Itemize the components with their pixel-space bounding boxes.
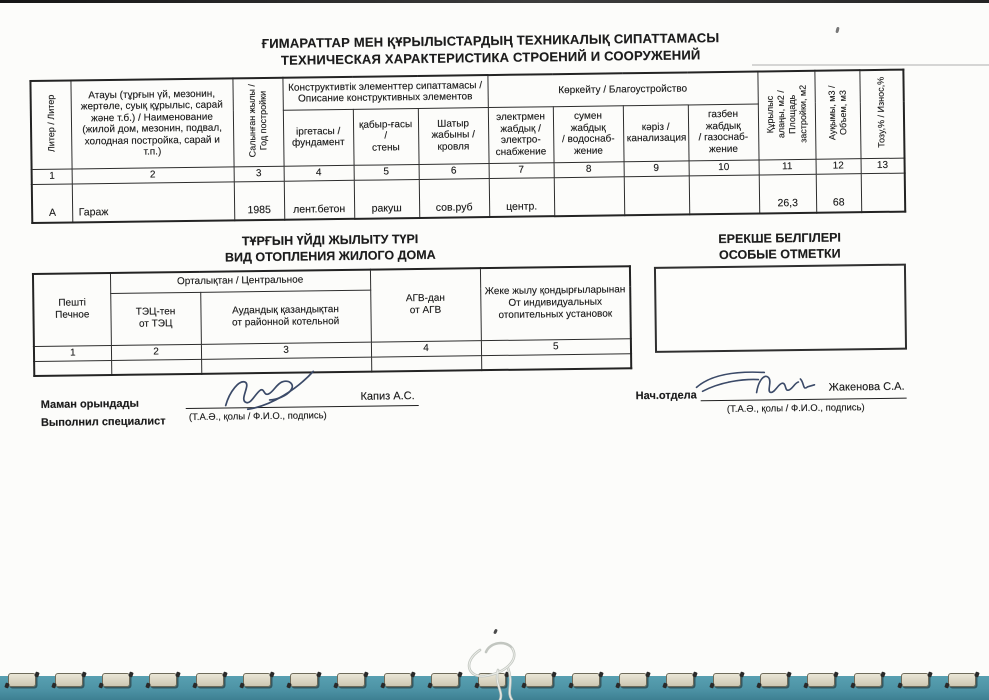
col-header-literal-text: Литер / Литер (45, 94, 57, 153)
heating-title-ru: ВИД ОТОПЛЕНИЯ ЖИЛОГО ДОМА (224, 247, 436, 265)
heat-cell (34, 360, 111, 376)
col-header-area-text: Құрылыс алаңы, м2 / Площадь застройки, м2 (764, 84, 808, 143)
heat-cell (371, 355, 481, 371)
binding-stitch (760, 673, 788, 687)
buildings-table (29, 69, 906, 224)
binding-stitch (572, 673, 600, 687)
column-number: 13 (861, 158, 905, 174)
column-number: 4 (371, 340, 481, 356)
binding-stitch (290, 673, 318, 687)
column-number: 5 (354, 164, 419, 180)
column-number: 1 (32, 169, 72, 185)
cell-literal: А (32, 184, 73, 224)
col-header-area (757, 71, 815, 160)
special-title-ru: ОСОБЫЕ ОТМЕТКИ (718, 246, 841, 263)
binding-stitch (196, 673, 224, 687)
specialist-role-ru: Выполнил специалист (40, 415, 166, 429)
column-number: 1 (34, 345, 111, 361)
special-marks-title (653, 229, 905, 264)
specialist-signature (219, 368, 330, 414)
column-number: 7 (489, 162, 554, 178)
binding-stitch (666, 673, 694, 687)
binding-stitch (713, 673, 741, 687)
col-header-year (232, 78, 283, 167)
column-number: 6 (419, 163, 489, 179)
column-number: 3 (234, 166, 284, 182)
binding-stitch (854, 673, 882, 687)
heat-col-tec: ТЭЦ-тен от ТЭЦ (110, 292, 201, 345)
cell-year: 1985 (234, 181, 285, 221)
binding-stitch (807, 673, 835, 687)
loose-thread (450, 638, 560, 700)
special-marks-box (654, 264, 907, 353)
column-number: 4 (284, 165, 354, 181)
cell-electricity: центр. (489, 177, 555, 217)
specialist-role-kk: Маман орындады (40, 397, 139, 411)
special-title-kk: ЕРЕКШЕ БЕЛГІЛЕРІ (718, 230, 841, 247)
heat-col-agv: АГВ-дан от АГВ (370, 268, 481, 341)
cell-area: 26,3 (759, 174, 817, 214)
chief-signature-caption: (Т.А.Ә., қолы / Ф.И.О., подпись) (726, 402, 865, 415)
heat-col-stove: Пешті Печное (33, 273, 111, 346)
col-header-electricity: электрмен жабдық / электро- снабжение (488, 106, 554, 163)
binding-stitch (384, 673, 412, 687)
column-number: 5 (481, 338, 631, 355)
col-header-wear (859, 70, 904, 159)
group-header-amenities: Көркейту / Благоустройство (487, 72, 757, 108)
specialist-signature-line (185, 373, 418, 409)
chief-signature-line (700, 367, 906, 402)
document-title (0, 26, 985, 73)
binding-stitch (102, 673, 130, 687)
cell-foundation: лент.бетон (284, 180, 355, 220)
col-header-gas: газбен жабдық / газоснаб- жение (688, 104, 759, 161)
column-number: 11 (759, 159, 816, 175)
binding-stitch (337, 673, 365, 687)
col-header-foundation: іргетасы / фундамент (283, 109, 354, 166)
column-number: 12 (816, 158, 861, 174)
specialist-name: Капиз А.С. (360, 390, 415, 403)
cell-wear (861, 173, 906, 213)
heat-cell (481, 353, 631, 370)
binding-stitch (149, 673, 177, 687)
cell-gas (689, 175, 760, 215)
column-number: 2 (72, 166, 234, 183)
col-header-roof: Шатыр жабыны / кровля (418, 107, 489, 164)
cell-sewerage (624, 175, 690, 215)
binding-stitch (619, 673, 647, 687)
col-header-literal (30, 81, 71, 170)
col-header-sewerage: кәріз / канализация (623, 104, 689, 161)
binding-stitch (243, 673, 271, 687)
heat-cell (111, 359, 201, 375)
cell-name: Гараж (72, 181, 234, 222)
col-header-volume-text: Ауқымы, м3 / Объем, м3 (826, 85, 848, 141)
col-header-volume (814, 70, 860, 159)
binding-stitch (55, 673, 83, 687)
heat-col-district: Аудандық қазандықтан от районной котельной (200, 290, 371, 344)
col-header-walls: қабыр-ғасы / стены (353, 108, 419, 165)
col-header-wear-text: Тозу,% / Износ,% (875, 76, 887, 148)
column-number: 9 (624, 160, 689, 176)
cell-volume: 68 (816, 173, 862, 213)
cell-roof: сов.руб (419, 178, 490, 218)
column-number: 8 (554, 161, 624, 177)
col-header-name: Атауы (тұрғын үй, мезонин, жертөле, суық құрылыс, сарай және т.б.) / Наименование (жилой дом, мезонин, подвал, холодная постройка, сарай и т.п.) (70, 78, 233, 168)
heat-col-individual: Жеке жылу қондырғыларынан От индивидуальных отопительных установок (480, 266, 631, 340)
cell-walls: ракуш (354, 179, 420, 219)
binding-stitch (901, 673, 929, 687)
col-header-water: сумен жабдық / водоснаб- жение (553, 105, 624, 162)
column-number: 2 (111, 344, 201, 360)
binding-stitch (8, 673, 36, 687)
group-header-constructive: Конструктивтік элементтер сипаттамасы / Описание конструктивных элементов (282, 75, 487, 110)
heating-table (32, 265, 632, 377)
binding-stitch (948, 673, 976, 687)
chief-role-label: Нач.отдела (635, 389, 697, 403)
chief-signature (692, 364, 818, 406)
column-number: 3 (201, 342, 371, 359)
cell-water (554, 176, 625, 216)
document-title-kk: ҒИМАРАТТАР МЕН ҚҰРЫЛЫСТАРДЫҢ ТЕХНИКАЛЫҚ СИПАТТАМАСЫ (261, 30, 720, 52)
column-number: 10 (689, 160, 759, 176)
heating-title-kk: ТҰРҒЫН ҮЙДІ ЖЫЛЫТУ ТҮРІ (241, 231, 419, 249)
document-title-ru: ТЕХНИЧЕСКАЯ ХАРАКТЕРИСТИКА СТРОЕНИЙ И СООРУЖЕНИЙ (280, 47, 701, 68)
specialist-signature-caption: (Т.А.Ә., қолы / Ф.И.О., подпись) (188, 410, 327, 423)
col-header-year-text: Салынған жылы / Год постройки (246, 83, 269, 158)
heat-group-central: Орталықтан / Центральное (110, 270, 370, 293)
heating-section-title (31, 228, 628, 268)
chief-name: Жакенова С.А. (828, 380, 905, 394)
